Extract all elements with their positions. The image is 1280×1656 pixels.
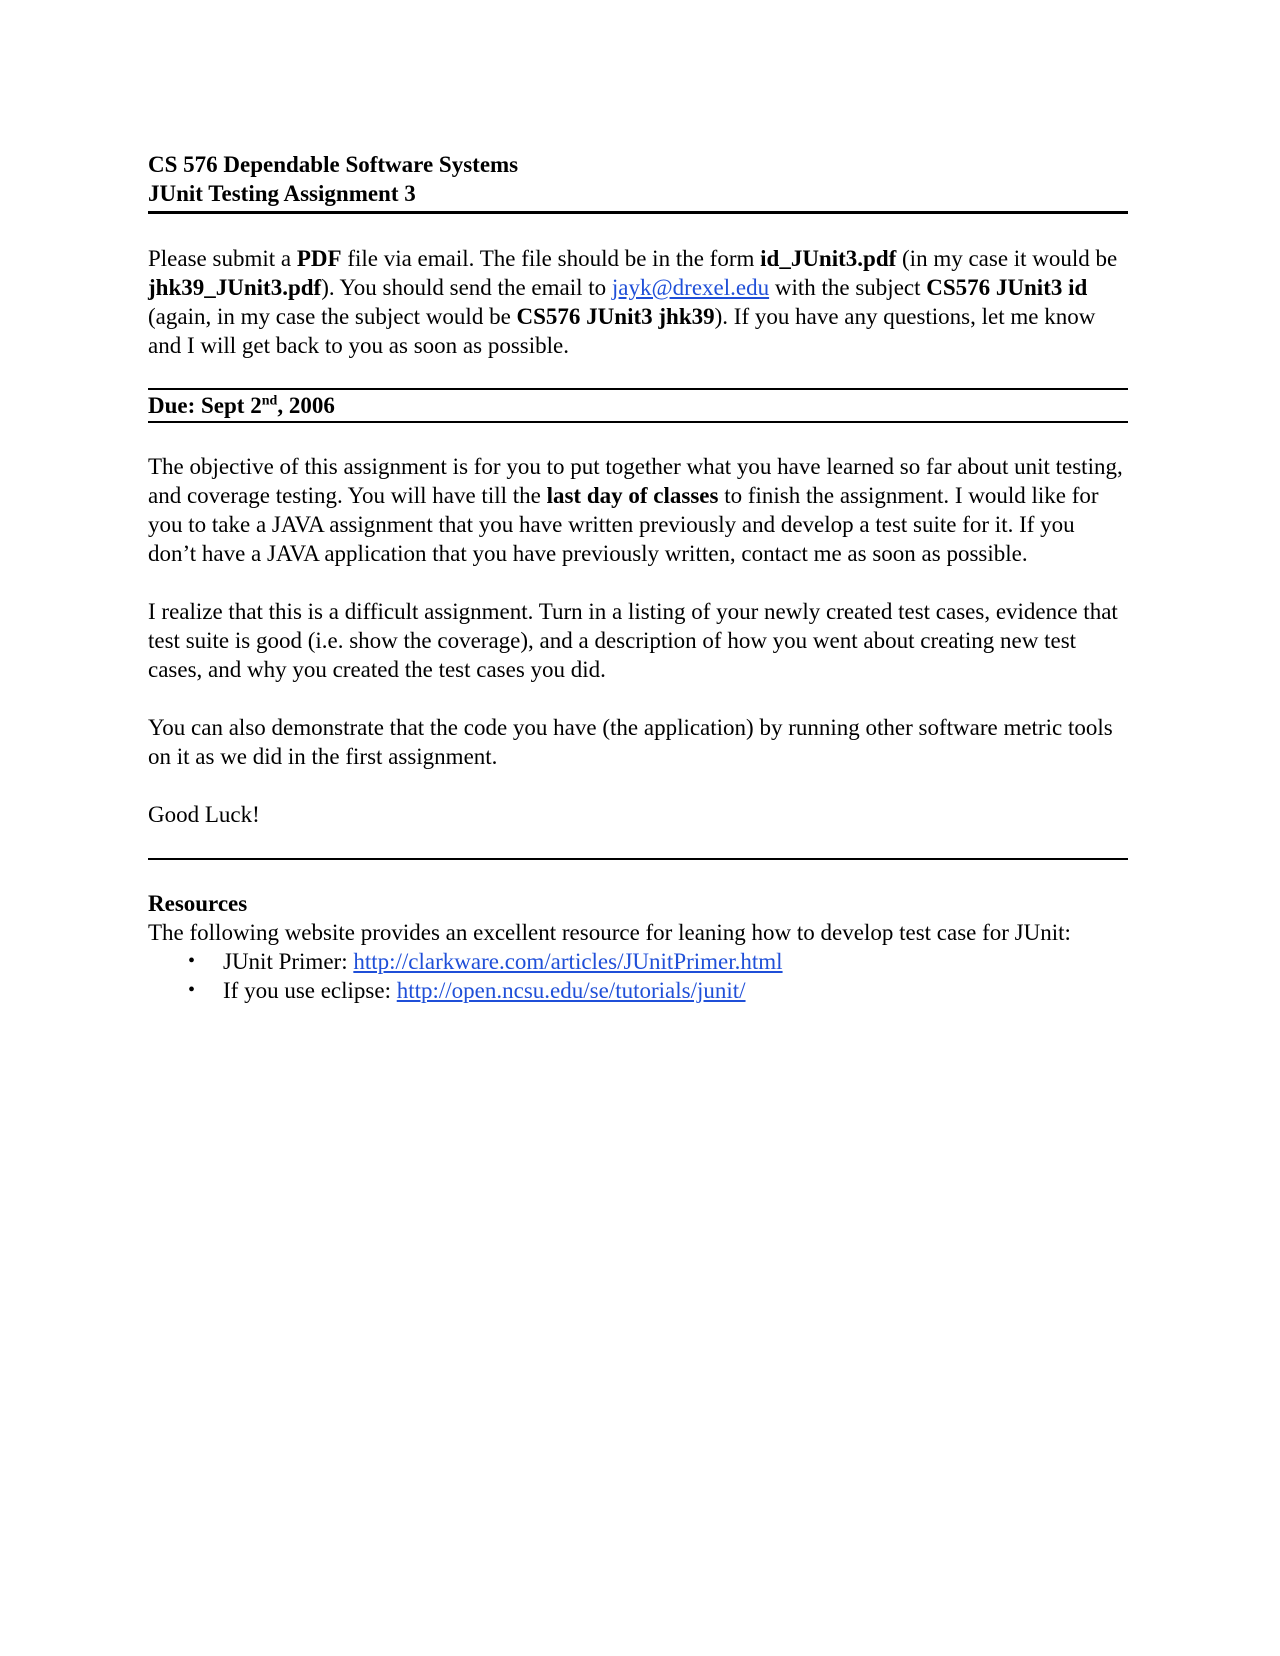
eclipse-tutorial-link[interactable]: http://open.ncsu.edu/se/tutorials/junit/ <box>396 978 746 1003</box>
due-date-ordinal: nd <box>261 393 278 409</box>
document-page <box>148 150 1128 1005</box>
intro-text-3: (in my case it would be <box>896 246 1118 271</box>
list-item <box>148 947 1128 976</box>
resource-label: If you use eclipse: <box>223 978 397 1003</box>
due-date-year: , 2006 <box>277 393 335 418</box>
metrics-paragraph: You can also demonstrate that the code you have (the application) by running other software metric tools on it as we did in the first assignment. <box>148 715 1113 769</box>
intro-bold-pdf: PDF <box>296 246 342 271</box>
objective-bold-deadline: last day of classes <box>546 483 719 508</box>
objective-paragraph <box>148 452 1128 568</box>
intro-bold-filename-form: id_JUnit3.pdf <box>760 246 897 271</box>
intro-text-5: with the subject <box>769 275 927 300</box>
email-link[interactable]: jayk@drexel.edu <box>611 275 770 300</box>
intro-text-1: Please submit a <box>148 246 297 271</box>
due-date-prefix: Due: Sept 2 <box>148 393 262 418</box>
section-divider <box>148 858 1128 860</box>
good-luck-text: Good Luck! <box>148 802 260 827</box>
intro-text-7: ). If you have any questions, let me know and I will get back to you as soon as possible. <box>148 304 1096 358</box>
deliverables-paragraph: I realize that this is a difficult assignment. Turn in a listing of your newly created test cases, evidence that test suite is good (i.e. show the coverage), and a description of how you went about creating new test cases, and why you created the test cases you did. <box>148 599 1118 682</box>
resource-label: JUnit Primer: <box>223 949 354 974</box>
intro-text-6: (again, in my case the subject would be <box>148 304 517 329</box>
bullet-icon: • <box>188 950 196 972</box>
intro-text-2: file via email. The file should be in the form <box>341 246 761 271</box>
due-date <box>148 388 1128 423</box>
intro-text-4: ). You should send the email to <box>321 275 612 300</box>
intro-bold-subject-example: CS576 JUnit3 jhk39 <box>516 304 715 329</box>
objective-text-2: to finish the assignment. I would like for you to take a JAVA assignment that you have written previously and develop a test suite for it. If you don’t have a JAVA application that you have previously written, contact me as soon as possible. <box>148 483 1099 566</box>
objective-text-1: The objective of this assignment is for you to put together what you have learned so far about unit testing, and coverage testing. You will have till the <box>148 454 1123 508</box>
bullet-icon: • <box>188 979 196 1001</box>
list-item <box>148 976 1128 1005</box>
intro-bold-subject-form: CS576 JUnit3 id <box>926 275 1088 300</box>
course-title: CS 576 Dependable Software Systems <box>148 152 519 177</box>
junit-primer-link[interactable]: http://clarkware.com/articles/JUnitPrimer.html <box>353 949 783 974</box>
resources-list <box>148 947 1128 1005</box>
document-header <box>148 150 1128 214</box>
intro-bold-filename-example: jhk39_JUnit3.pdf <box>148 275 322 300</box>
resources-heading: Resources <box>148 891 248 916</box>
resources-description: The following website provides an excellent resource for leaning how to develop test case for JUnit: <box>148 920 1071 945</box>
assignment-title: JUnit Testing Assignment 3 <box>148 181 416 206</box>
submission-instructions <box>148 244 1128 360</box>
